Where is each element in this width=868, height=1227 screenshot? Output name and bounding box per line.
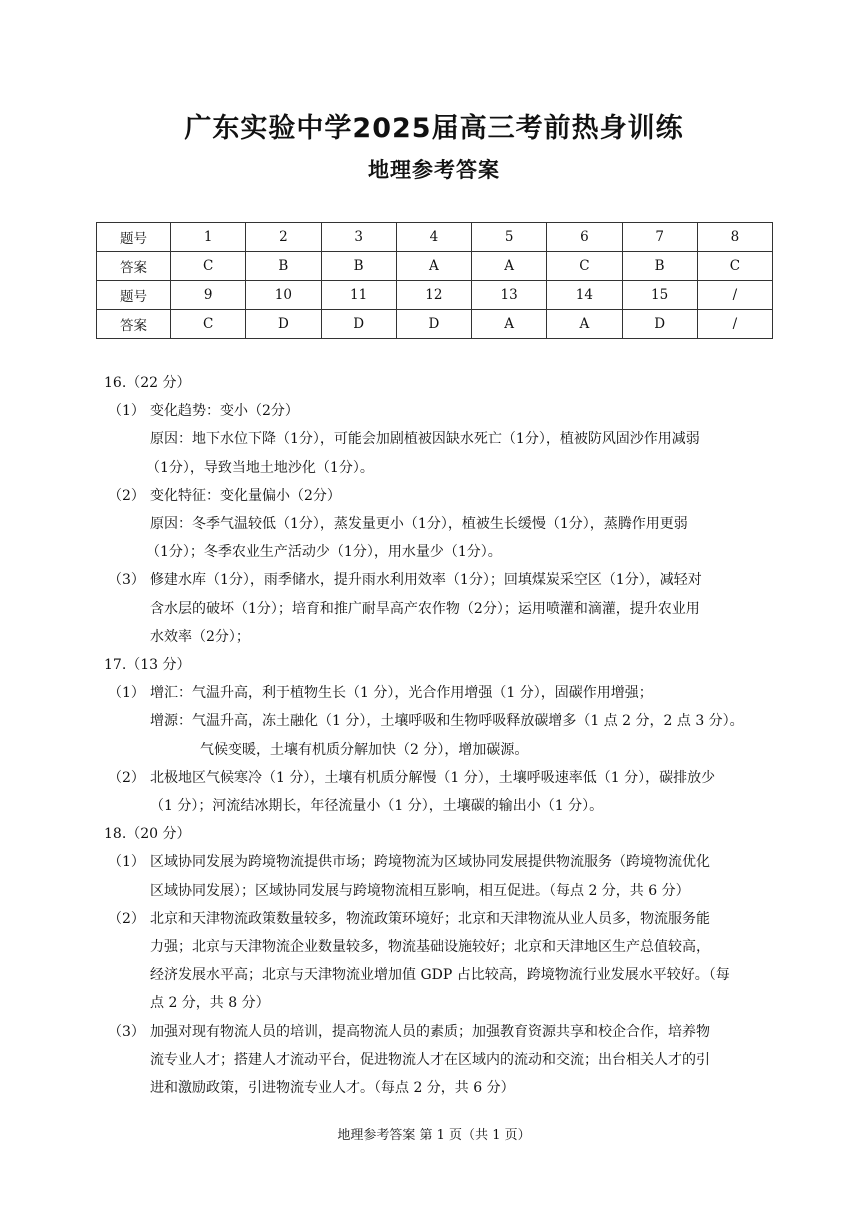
table-cell: 13: [472, 281, 547, 310]
answer-line: 变化特征：变化量偏小（2分）: [150, 487, 341, 504]
table-cell: /: [697, 310, 772, 339]
table-cell: C: [171, 310, 246, 339]
answer-line: （1分），导致当地土地沙化（1分）。: [146, 459, 374, 476]
part-number: （3）: [108, 1023, 145, 1040]
answer-line: 变化趋势：变小（2分）: [150, 403, 299, 420]
table-cell: D: [396, 310, 471, 339]
row-label: 题号: [97, 223, 171, 252]
answer-content: [104, 369, 774, 1102]
answer-line: 增汇：气温升高，利于植物生长（1 分），光合作用增强（1 分），固碳作用增强；: [150, 685, 653, 702]
table-cell: 3: [321, 223, 396, 252]
answer-line: （1 分）；河流结冰期长，年径流量小（1 分），土壤碳的输出小（1 分）。: [150, 798, 604, 815]
question-part: [104, 848, 774, 904]
answer-line: 原因：冬季气温较低（1分），蒸发量更小（1分），植被生长缓慢（1分），蒸腾作用更弱: [150, 516, 688, 533]
question-part: [104, 397, 774, 482]
table-cell: 9: [171, 281, 246, 310]
row-label: 答案: [97, 252, 171, 281]
table-cell: 10: [246, 281, 321, 310]
answer-line: 水效率（2分）；: [150, 628, 250, 645]
table-cell: B: [246, 252, 321, 281]
table-cell: 2: [246, 223, 321, 252]
part-number: （3）: [108, 572, 145, 589]
table-cell: 11: [321, 281, 396, 310]
table-cell: C: [547, 252, 622, 281]
answer-line: 原因：地下水位下降（1分），可能会加剧植被因缺水死亡（1分），植被防风固沙作用减弱: [150, 431, 700, 448]
question-part: [104, 1018, 774, 1103]
page-footer: 地理参考答案 第 1 页（共 1 页）: [337, 1128, 531, 1143]
table-cell: 15: [622, 281, 697, 310]
table-cell: A: [472, 252, 547, 281]
table-cell: /: [697, 281, 772, 310]
answer-line: 区域协同发展）；区域协同发展与跨境物流相互影响，相互促进。（每点 2 分，共 6 分）: [150, 882, 690, 899]
table-cell: 12: [396, 281, 471, 310]
answer-line: 流专业人才；搭建人才流动平台，促进物流人才在区域内的流动和交流；出台相关人才的引: [150, 1051, 710, 1068]
table-cell: A: [547, 310, 622, 339]
table-cell: 7: [622, 223, 697, 252]
answer-line: 进和激励政策，引进物流专业人才。（每点 2 分，共 6 分）: [150, 1080, 515, 1097]
table-cell: B: [622, 252, 697, 281]
question-part: [104, 679, 774, 764]
table-cell: 5: [472, 223, 547, 252]
answer-line: 北京和天津物流政策数量较多，物流政策环境好；北京和天津物流从业人员多，物流服务能: [150, 910, 710, 927]
question-part: [104, 482, 774, 567]
row-label: 题号: [97, 281, 171, 310]
part-number: （2）: [108, 769, 145, 786]
page-title: 广东实验中学2025届高三考前热身训练: [184, 113, 684, 144]
table-cell: D: [321, 310, 396, 339]
part-number: （1）: [108, 403, 145, 420]
answer-line: 经济发展水平高；北京与天津物流业增加值 GDP 占比较高，跨境物流行业发展水平较好。（每: [150, 967, 730, 984]
part-number: （1）: [108, 685, 145, 702]
table-cell: C: [697, 252, 772, 281]
part-number: （1）: [108, 854, 145, 871]
answer-line: （1分）；冬季农业生产活动少（1分），用水量少（1分）。: [146, 544, 502, 561]
table-cell: 14: [547, 281, 622, 310]
part-number: （2）: [108, 487, 145, 504]
table-cell: B: [321, 252, 396, 281]
table-cell: D: [622, 310, 697, 339]
answer-line: 含水层的破坏（1分）；培育和推广耐旱高产农作物（2分）；运用喷灌和滴灌，提升农业用: [150, 600, 700, 617]
table-cell: A: [396, 252, 471, 281]
table-row: [97, 223, 773, 252]
table-cell: 8: [697, 223, 772, 252]
table-cell: A: [472, 310, 547, 339]
answer-line: 增源：气温升高，冻土融化（1 分），土壤呼吸和生物呼吸释放碳增多（1 点 2 分，2 点 3 分）。: [150, 713, 744, 730]
table-cell: D: [246, 310, 321, 339]
answer-line: 加强对现有物流人员的培训，提高物流人员的素质；加强教育资源共享和校企合作，培养物: [150, 1023, 710, 1040]
table-cell: C: [171, 252, 246, 281]
page-subtitle: 地理参考答案: [368, 158, 500, 182]
table-cell: 1: [171, 223, 246, 252]
answer-line: 力强；北京与天津物流企业数量较多，物流基础设施较好；北京和天津地区生产总值较高，: [150, 939, 710, 956]
answer-line: 点 2 分，共 8 分）: [150, 995, 270, 1012]
answer-line: 修建水库（1分），雨季储水，提升雨水利用效率（1分）；回填煤炭采空区（1分），减轻对: [150, 572, 702, 589]
table-row: [97, 252, 773, 281]
question-part: [104, 905, 774, 1018]
question-part: [104, 566, 774, 651]
table-row: [97, 310, 773, 339]
table-row: [97, 281, 773, 310]
part-number: （2）: [108, 910, 145, 927]
table-cell: 6: [547, 223, 622, 252]
row-label: 答案: [97, 310, 171, 339]
question-heading: 17.（13 分）: [104, 657, 191, 674]
answer-line: 气候变暖，土壤有机质分解加快（2 分），增加碳源。: [200, 741, 529, 758]
answer-table: [96, 222, 773, 339]
question-part: [104, 764, 774, 820]
answer-line: 北极地区气候寒冷（1 分），土壤有机质分解慢（1 分），土壤呼吸速率低（1 分），碳排放少: [150, 769, 716, 786]
question-heading: 18.（20 分）: [104, 826, 191, 843]
question-heading: 16.（22 分）: [104, 375, 191, 391]
answer-line: 区域协同发展为跨境物流提供市场；跨境物流为区域协同发展提供物流服务（跨境物流优化: [150, 854, 710, 871]
table-cell: 4: [396, 223, 471, 252]
